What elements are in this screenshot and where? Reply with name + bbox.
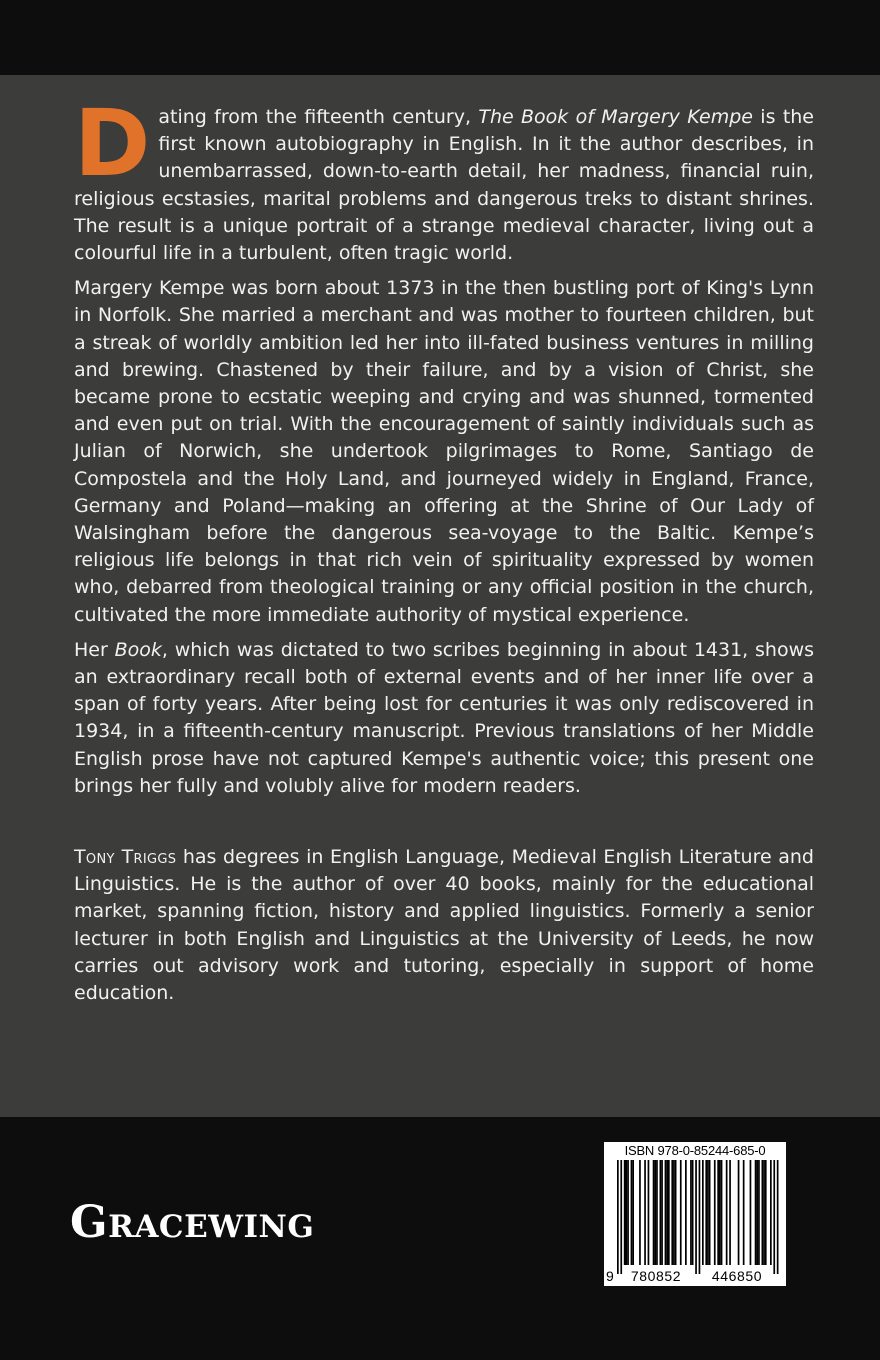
barcode-bar bbox=[719, 1160, 721, 1265]
isbn-label: ISBN 978-0-85244-685-0 bbox=[624, 1143, 766, 1158]
author-name: Tony Triggs bbox=[74, 846, 177, 869]
barcode-bar bbox=[685, 1160, 687, 1265]
publisher-logo: Gracewing bbox=[70, 1197, 315, 1248]
top-black-band bbox=[0, 0, 880, 75]
description-paragraph-2: Margery Kempe was born about 1373 in the then bustling port of King's Lynn in Norfolk. She married a merchant and was mother to fourteen children, but a streak of worldly ambition led her into ill-fated business ventures in milling and brewing. Chastened by their failure, and by a vision of Christ, she became prone to ecstatic weeping and crying and was shunned, tormented and even put on trial. With the encouragement of saintly individuals such as Julian of Norwich, she undertook pilgrimages to Rome, Santiago de Compostela and the Holy Land, and journeyed widely in England, France, Germany and Poland—making an offering at the Shrine of Our Lady of Walsingham before the dangerous sea-voyage to the Baltic. Kempe’s religious life belongs in that rich vein of spirituality expressed by women who, debarred from theological training or any official position in the church, cultivated the more immediate authority of mystical experience. bbox=[74, 277, 814, 626]
barcode-bar bbox=[631, 1160, 633, 1265]
barcode-bar bbox=[690, 1160, 692, 1265]
drop-cap: D bbox=[74, 90, 151, 197]
barcode-bar bbox=[695, 1160, 697, 1274]
barcode-bar bbox=[762, 1160, 764, 1265]
barcode-bar bbox=[653, 1160, 655, 1265]
barcode-bar bbox=[627, 1160, 629, 1265]
barcode-bar bbox=[675, 1160, 677, 1265]
barcode-bar bbox=[624, 1160, 626, 1265]
barcode-bar bbox=[671, 1160, 673, 1265]
barcode-bar bbox=[648, 1160, 650, 1265]
barcode-bar bbox=[668, 1160, 670, 1265]
barcode-bar bbox=[661, 1160, 663, 1265]
barcode-bar bbox=[756, 1160, 758, 1265]
barcode-bar bbox=[743, 1160, 745, 1265]
barcode-bar bbox=[666, 1160, 668, 1265]
barcode-bar bbox=[660, 1160, 662, 1265]
barcode-bar bbox=[680, 1160, 682, 1265]
barcode-bar bbox=[702, 1160, 704, 1265]
barcode-bar bbox=[758, 1160, 760, 1265]
barcode-bar bbox=[750, 1160, 752, 1265]
barcode-bar bbox=[673, 1160, 675, 1265]
barcode-left-digits: 780852 bbox=[630, 1268, 682, 1284]
barcode-bar bbox=[709, 1160, 711, 1265]
barcode-bar bbox=[726, 1160, 728, 1265]
barcode-bar bbox=[755, 1160, 757, 1265]
book-word: Book bbox=[114, 638, 162, 661]
barcode-bar bbox=[777, 1160, 779, 1274]
barcode-bar bbox=[773, 1160, 775, 1274]
author-bio: Tony Triggs has degrees in English Language, Medieval English Literature and Linguistics. He is the author of over 40 books, mainly for the educational market, spanning fiction, history and applied linguistics. Formerly a senior lecturer in both English and Linguistics at the University of Leeds, he now carries out advisory work and tutoring, especially in support of home education. bbox=[74, 846, 814, 1005]
barcode-bar bbox=[654, 1160, 656, 1265]
barcode-bar bbox=[717, 1160, 719, 1265]
barcode-bar bbox=[721, 1160, 723, 1265]
barcode-bar bbox=[665, 1160, 667, 1265]
barcode-bar bbox=[765, 1160, 767, 1265]
barcode-bar bbox=[617, 1160, 619, 1274]
back-cover-text bbox=[74, 90, 815, 1015]
barcode-bar bbox=[620, 1160, 622, 1274]
barcode-bar bbox=[639, 1160, 641, 1265]
barcode-bar bbox=[729, 1160, 731, 1265]
barcode-bar bbox=[656, 1160, 658, 1265]
barcode-bar bbox=[692, 1160, 694, 1265]
barcode-bar bbox=[699, 1160, 701, 1274]
book-title: The Book of Margery Kempe bbox=[478, 106, 753, 128]
barcode-bar bbox=[707, 1160, 709, 1265]
barcode-right-digits: 446850 bbox=[711, 1268, 763, 1284]
barcode-bar bbox=[644, 1160, 646, 1265]
barcode-bars bbox=[604, 1142, 786, 1286]
barcode-bar bbox=[714, 1160, 716, 1265]
barcode-bar bbox=[738, 1160, 740, 1265]
isbn-barcode bbox=[604, 1142, 786, 1286]
barcode-lead-digit: 9 bbox=[606, 1268, 614, 1284]
barcode-bar bbox=[705, 1160, 707, 1265]
barcode-bar bbox=[626, 1160, 628, 1265]
description-paragraph-3: Her Book, which was dictated to two scribes beginning in about 1431, shows an extraordinary recall both of external events and of her inner life over a span of forty years. After being lost for centuries it was only rediscovered in 1934, in a fifteenth-century manuscript. Previous translations of her Middle English prose have not captured Kempe's authentic voice; this present one brings her fully and volubly alive for modern readers. bbox=[74, 638, 815, 797]
barcode-bar bbox=[763, 1160, 765, 1265]
barcode-bar bbox=[770, 1160, 772, 1265]
barcode-bar bbox=[632, 1160, 634, 1265]
description-paragraph-1: Dating from the fifteenth century, The Book of Margery Kempe is the first known autobiography in English. In it the author describes, in unembarrassed, down-to-earth detail, her madness, financial ruin, religious ecstasies, marital problems and dangerous treks to distant shrines. The result is a unique portrait of a strange medieval character, living out a colourful life in a turbulent, often tragic world. bbox=[74, 90, 814, 265]
